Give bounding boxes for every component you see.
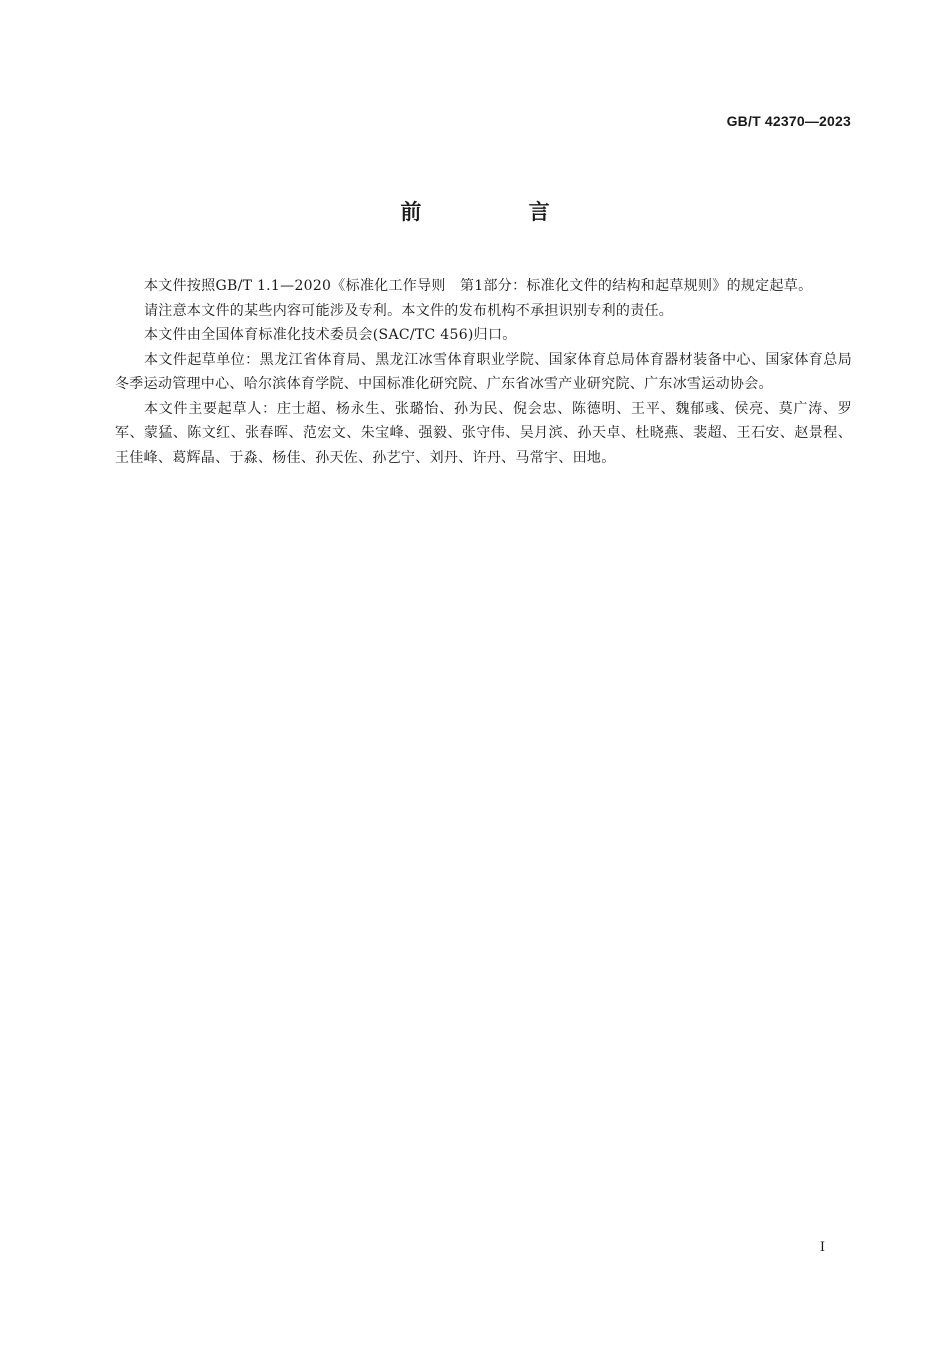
paragraph-committee: 本文件由全国体育标准化技术委员会(SAC/TC 456)归口。 bbox=[144, 327, 517, 343]
paragraph-drafting-rules: 本文件按照GB/T 1.1—2020《标准化工作导则 第1部分：标准化文件的结构和起草规则》的规定起草。 bbox=[144, 278, 813, 294]
standard-number: GB/T 42370—2023 bbox=[726, 113, 851, 129]
foreword-body bbox=[115, 274, 852, 470]
paragraph-drafters: 本文件主要起草人：庄士超、杨永生、张璐怡、孙为民、倪会忠、陈德明、王平、魏郁彧、侯亮、莫广涛、罗军、蒙猛、陈文红、张春晖、范宏文、朱宝峰、强毅、张守伟、吴月滨、孙天卓、杜晓燕、裴超、王石安、赵景程、王佳峰、葛辉晶、于淼、杨佳、孙天佐、孙艺宁、刘丹、许丹、马常宇、田地。 bbox=[115, 400, 852, 466]
paragraph-patent-notice: 请注意本文件的某些内容可能涉及专利。本文件的发布机构不承担识别专利的责任。 bbox=[144, 302, 674, 319]
paragraph-drafting-units: 本文件起草单位：黑龙江省体育局、黑龙江冰雪体育职业学院、国家体育总局体育器材装备中心、国家体育总局冬季运动管理中心、哈尔滨体育学院、中国标准化研究院、广东省冰雪产业研究院、广东冰雪运动协会。 bbox=[115, 351, 852, 392]
page-number: I bbox=[819, 1240, 825, 1255]
section-title: 前 言 bbox=[400, 200, 600, 224]
